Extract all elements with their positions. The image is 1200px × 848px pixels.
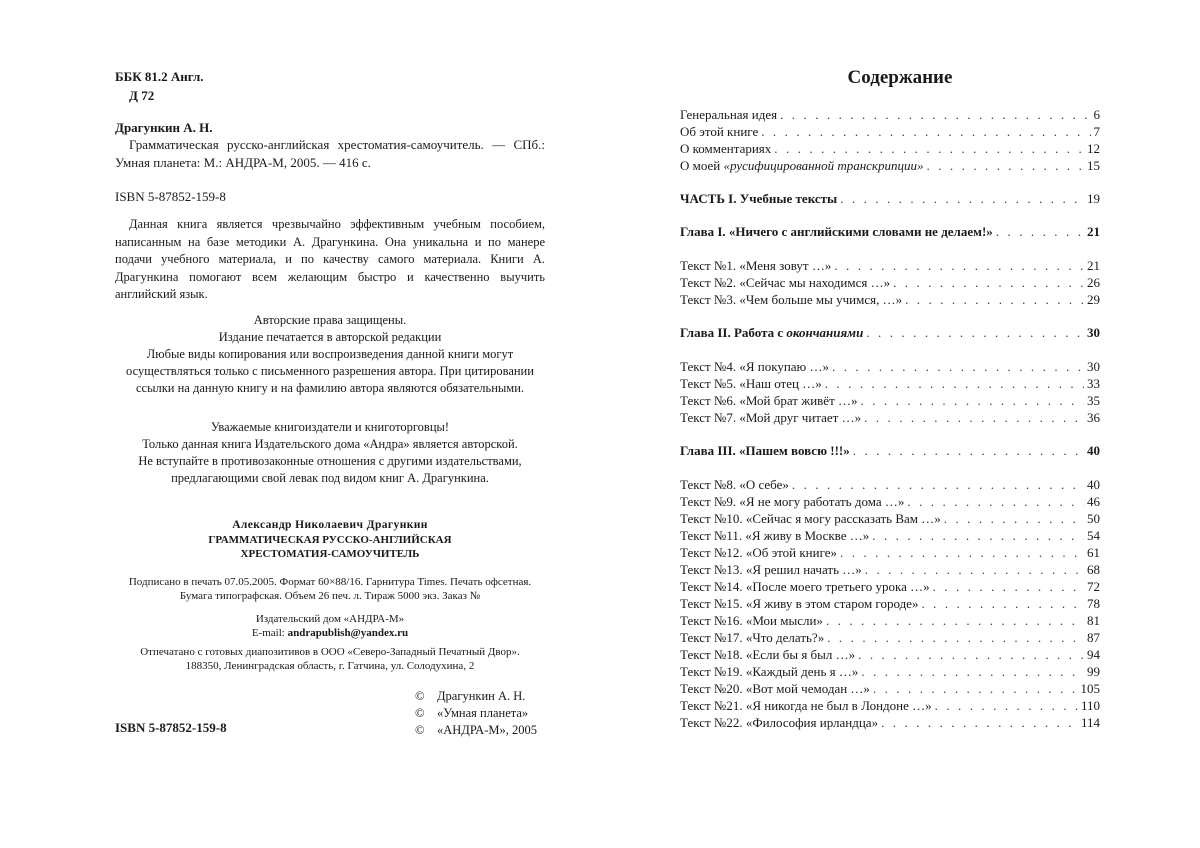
toc-entry-label: Текст №3. «Чем больше мы учимся, …» — [680, 292, 903, 307]
label-italic: «русифицированной транскрипции» — [723, 158, 924, 173]
annotation: Данная книга является чрезвычайно эффективным учебным пособием, написанным на базе методики А. Драгункина. Она уникальна и по манере подачи учебного материала, и по качеству самого материала. Книги А. Драгункина помогают всем желающим быстро и качественно выучить английский язык. — [115, 217, 545, 301]
toc-page-number: 35 — [1087, 393, 1100, 408]
toc-entry-label: Текст №17. «Что делать?» — [680, 630, 825, 645]
toc-entry-label: Текст №6. «Мой брат живёт …» — [680, 393, 858, 408]
printing-line: Подписано в печать 07.05.2005. Формат 60×88/16. Гарнитура Times. Печать офсетная. — [128, 576, 532, 588]
publishers-notice — [115, 419, 545, 487]
copyright-notice — [115, 312, 545, 397]
toc-entry-label: Текст №14. «После моего третьего урока …» — [680, 579, 930, 594]
dot-leader — [873, 680, 1078, 697]
printing-details — [115, 575, 545, 603]
toc-entry[interactable] — [680, 561, 1100, 578]
toc-page-number: 21 — [1087, 258, 1100, 273]
notice-line: Уважаемые книгоиздатели и книготорговцы! — [210, 420, 450, 434]
dot-leader — [774, 140, 1084, 157]
toc-entry-label: Текст №20. «Вот мой чемодан …» — [680, 681, 870, 696]
spacer — [680, 426, 1100, 442]
copyright-holder: Драгункин А. Н. — [437, 689, 526, 703]
printing-line: Бумага типографская. Объем 26 печ. л. Тираж 5000 экз. Заказ № — [179, 590, 481, 602]
copyright-line — [415, 688, 537, 705]
toc-page-number: 61 — [1087, 545, 1100, 560]
dot-leader — [864, 409, 1084, 426]
toc-entry-label: Текст №13. «Я решил начать …» — [680, 562, 862, 577]
notice-line: ссылки на данную книгу и на фамилию автора являются обязательными. — [135, 381, 525, 395]
dot-leader — [866, 324, 1084, 341]
toc-page-number: 15 — [1087, 158, 1100, 173]
email-label: E-mail: — [251, 627, 288, 639]
toc-entry-label: Текст №2. «Сейчас мы находимся …» — [680, 275, 891, 290]
notice-line: осуществляться только с письменного разрешения автора. При цитировании — [126, 364, 534, 378]
dot-leader — [944, 510, 1084, 527]
dot-leader — [858, 646, 1084, 663]
dot-leader — [853, 442, 1084, 459]
notice-line: Только данная книга Издательского дома «Андра» является авторской. — [142, 437, 518, 451]
isbn-bottom: ISBN 5-87852-159-8 — [115, 720, 227, 735]
dot-leader — [761, 123, 1090, 140]
spacer — [680, 174, 1100, 190]
email-line — [115, 626, 545, 640]
toc-page-number: 30 — [1087, 325, 1100, 340]
toc-entry-label: Текст №8. «О себе» — [680, 477, 789, 492]
toc-entry-label: Текст №5. «Наш отец …» — [680, 376, 822, 391]
copyright-holder: «АНДРА-М», 2005 — [437, 723, 537, 737]
dot-leader — [826, 612, 1084, 629]
toc-entry-label: Текст №1. «Меня зовут …» — [680, 258, 832, 273]
dot-leader — [825, 375, 1084, 392]
contents-title: Содержание — [847, 67, 953, 88]
toc-page-number: 114 — [1080, 715, 1100, 730]
toc-chapter-entry[interactable] — [680, 324, 1100, 341]
toc-entry[interactable] — [680, 392, 1100, 409]
toc-page-number: 19 — [1087, 191, 1100, 206]
dot-leader — [827, 629, 1084, 646]
toc-entry-label — [680, 157, 924, 174]
dot-leader — [872, 527, 1084, 544]
toc-entry[interactable] — [680, 595, 1100, 612]
toc-part-entry[interactable] — [680, 190, 1100, 207]
dot-leader — [861, 663, 1084, 680]
dot-leader — [780, 106, 1090, 123]
dot-leader — [840, 190, 1084, 207]
toc-page-number: 72 — [1087, 579, 1100, 594]
toc-chapter-entry[interactable] — [680, 223, 1100, 240]
toc-entry-label: Текст №7. «Мой друг читает …» — [680, 410, 862, 425]
toc-entry-label: Текст №19. «Каждый день я …» — [680, 664, 859, 679]
dot-leader — [905, 291, 1084, 308]
dot-leader — [907, 493, 1084, 510]
toc-entry[interactable] — [680, 544, 1100, 561]
dot-leader — [996, 223, 1084, 240]
copyright-icon: © — [415, 723, 425, 737]
toc-page-number: 40 — [1087, 443, 1100, 458]
toc-page-number: 7 — [1093, 124, 1100, 139]
toc-entry[interactable] — [680, 106, 1100, 123]
spacer — [680, 341, 1100, 358]
copyright-icon: © — [415, 706, 425, 720]
toc-page-number: 78 — [1087, 596, 1100, 611]
toc-entry-label: Текст №16. «Мои мысли» — [680, 613, 823, 628]
toc-page-number: 105 — [1080, 681, 1100, 696]
toc-entry[interactable] — [680, 646, 1100, 663]
toc-page-number: 50 — [1087, 511, 1100, 526]
toc-page-number: 87 — [1087, 630, 1100, 645]
dot-leader — [840, 544, 1084, 561]
toc-entry-label: Генеральная идея — [680, 107, 778, 122]
spacer — [680, 459, 1100, 476]
toc-entry[interactable] — [680, 274, 1100, 291]
printer-line: 188350, Ленинградская область, г. Гатчина, ул. Солодухина, 2 — [185, 660, 475, 672]
toc-entry[interactable] — [680, 140, 1100, 157]
dot-leader — [834, 257, 1084, 274]
notice-line: Не вступайте в противозаконные отношения с другими издательствами, — [138, 454, 522, 468]
publisher-house — [115, 612, 545, 640]
toc-entry-label: ЧАСТЬ I. Учебные тексты — [680, 191, 838, 206]
toc-entry[interactable] — [680, 680, 1100, 697]
notice-line: Любые виды копирования или воспроизведения данной книги могут — [146, 347, 514, 361]
toc-entry-label: Текст №18. «Если бы я был …» — [680, 647, 856, 662]
dot-leader — [865, 561, 1084, 578]
toc-chapter-entry[interactable] — [680, 442, 1100, 459]
toc-entry-label: Текст №9. «Я не могу работать дома …» — [680, 494, 905, 509]
label-italic: окончаниями — [786, 325, 864, 340]
dot-leader — [893, 274, 1084, 291]
contents-page — [600, 0, 1200, 848]
toc-entry-label: Текст №11. «Я живу в Москве …» — [680, 528, 870, 543]
toc-entry[interactable] — [680, 358, 1100, 375]
copyright-holders — [415, 688, 537, 739]
toc-entry[interactable] — [680, 629, 1100, 646]
toc-entry[interactable] — [680, 123, 1100, 140]
toc-entry[interactable] — [680, 409, 1100, 426]
toc-entry[interactable] — [680, 375, 1100, 392]
email-address: andrapublish@yandex.ru — [287, 627, 409, 639]
toc-entry-label: Глава III. «Пашем вовсю !!!» — [680, 443, 850, 458]
copyright-line — [415, 705, 537, 722]
toc-page-number: 36 — [1087, 410, 1100, 425]
toc-entry-label: Текст №21. «Я никогда не был в Лондоне …» — [680, 698, 932, 713]
dot-leader — [792, 476, 1084, 493]
toc-entry[interactable] — [680, 663, 1100, 680]
toc-page-number: 81 — [1087, 613, 1100, 628]
book-title — [115, 533, 545, 561]
toc-entry[interactable] — [680, 527, 1100, 544]
toc-page-number: 110 — [1080, 698, 1100, 713]
dot-leader — [921, 595, 1084, 612]
dot-leader — [832, 358, 1084, 375]
toc-entry-label: Текст №22. «Философия ирландца» — [680, 715, 879, 730]
notice-line: предлагающими свой левак под видом книг А. Драгункина. — [171, 471, 489, 485]
label-plain: Глава II. Работа с — [680, 325, 787, 340]
toc-page-number: 46 — [1087, 494, 1100, 509]
book-title-line: ХРЕСТОМАТИЯ-САМОУЧИТЕЛЬ — [240, 548, 420, 560]
bbk-line: ББК 81.2 Англ. — [115, 69, 204, 84]
toc-entry[interactable] — [680, 493, 1100, 510]
toc-page-number: 33 — [1087, 376, 1100, 391]
copyright-line — [415, 722, 537, 739]
dot-leader — [881, 714, 1078, 731]
toc-entry-label — [680, 324, 863, 341]
toc-page-number: 30 — [1087, 359, 1100, 374]
author-mark: Д 72 — [129, 88, 155, 103]
toc-entry-label: Текст №12. «Об этой книге» — [680, 545, 838, 560]
notice-line: Издание печатается в авторской редакции — [218, 330, 442, 344]
toc-entry[interactable] — [680, 291, 1100, 308]
toc-page-number: 40 — [1087, 477, 1100, 492]
toc-page-number: 68 — [1087, 562, 1100, 577]
spacer — [680, 240, 1100, 257]
toc-entry-label: Текст №15. «Я живу в этом старом городе» — [680, 596, 919, 611]
toc-entry[interactable] — [680, 476, 1100, 493]
label-plain: О моей — [680, 158, 724, 173]
copyright-holder: «Умная планета» — [437, 706, 529, 720]
bibliographic-description: Грамматическая русско-английская хрестоматия-самоучитель. — СПб.: Умная планета: М.: АНДРА-М, 2005. — 416 с. — [115, 137, 545, 170]
toc-page-number: 6 — [1093, 107, 1100, 122]
toc-entry[interactable] — [680, 697, 1100, 714]
bbk-classification — [115, 67, 204, 105]
author-full-name: Александр Николаевич Драгункин — [232, 519, 428, 531]
notice-line: Авторские права защищены. — [253, 313, 407, 327]
printer-line: Отпечатано с готовых диапозитивов в ООО «Северо-Западный Печатный Двор». — [140, 646, 520, 658]
dot-leader — [861, 392, 1084, 409]
toc-entry[interactable] — [680, 714, 1100, 731]
toc-entry[interactable] — [680, 157, 1100, 174]
printed-by — [115, 645, 545, 673]
toc-entry[interactable] — [680, 510, 1100, 527]
toc-page-number: 12 — [1087, 141, 1100, 156]
author-heading: Драгункин А. Н. — [115, 120, 213, 135]
spacer — [680, 207, 1100, 223]
publisher-name: Издательский дом «АНДРА-М» — [255, 613, 405, 625]
toc-page-number: 29 — [1087, 292, 1100, 307]
toc-page-number: 99 — [1087, 664, 1100, 679]
toc-entry-label: Глава I. «Ничего с английскими словами не делаем!» — [680, 224, 993, 239]
toc-entry-label: О комментариях — [680, 141, 772, 156]
copyright-icon: © — [415, 689, 425, 703]
table-of-contents — [680, 106, 1100, 731]
toc-page-number: 54 — [1087, 528, 1100, 543]
toc-page-number: 21 — [1087, 224, 1100, 239]
isbn-top: ISBN 5-87852-159-8 — [115, 189, 226, 204]
toc-page-number: 26 — [1087, 275, 1100, 290]
toc-entry-label: Текст №4. «Я покупаю …» — [680, 359, 830, 374]
toc-entry[interactable] — [680, 612, 1100, 629]
dot-leader — [935, 697, 1078, 714]
dot-leader — [933, 578, 1084, 595]
toc-entry[interactable] — [680, 578, 1100, 595]
dot-leader — [927, 157, 1084, 174]
toc-entry-label: Текст №10. «Сейчас я могу рассказать Вам …» — [680, 511, 941, 526]
toc-entry[interactable] — [680, 257, 1100, 274]
toc-entry-label: Об этой книге — [680, 124, 759, 139]
spacer — [680, 308, 1100, 324]
toc-page-number: 94 — [1087, 647, 1100, 662]
book-title-line: ГРАММАТИЧЕСКАЯ РУССКО-АНГЛИЙСКАЯ — [208, 534, 452, 546]
